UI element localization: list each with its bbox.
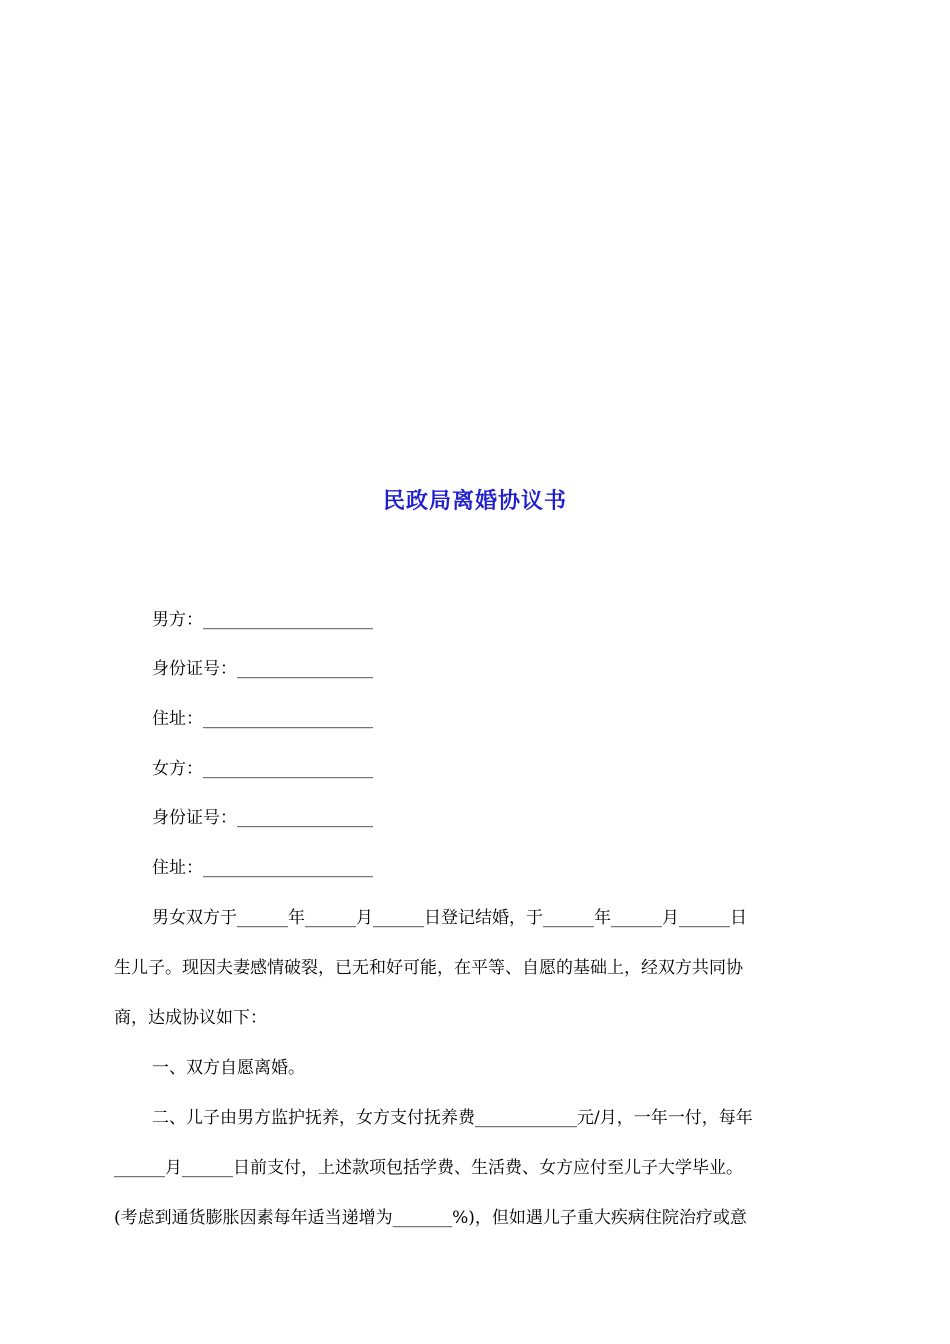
male-name-field: 男方：____________________ [152,610,373,630]
body-line: 男女双方于______年______月______日登记结婚，于______年______月______日 [152,908,747,928]
body-line: 商，达成协议如下： [114,1008,267,1028]
female-id-field: 身份证号：________________ [152,808,373,828]
body-line: ______月______日前支付，上述款项包括学费、生活费、女方应付至儿子大学毕业。 [114,1158,743,1178]
clause-one: 一、双方自愿离婚。 [152,1058,305,1078]
clause-two: 二、儿子由男方监护抚养，女方支付抚养费____________元/月，一年一付，每年 [152,1108,753,1128]
male-address-field: 住址：____________________ [152,709,373,729]
female-name-field: 女方：____________________ [152,759,373,779]
body-line: 生儿子。现因夫妻感情破裂，已无和好可能，在平等、自愿的基础上，经双方共同协 [114,958,743,978]
male-id-field: 身份证号：________________ [152,659,373,679]
female-address-field: 住址：____________________ [152,858,373,878]
document-title: 民政局离婚协议书 [382,488,567,514]
body-line: (考虑到通货膨胀因素每年适当递增为_______%)，但如遇儿子重大疾病住院治疗或意 [114,1208,747,1228]
